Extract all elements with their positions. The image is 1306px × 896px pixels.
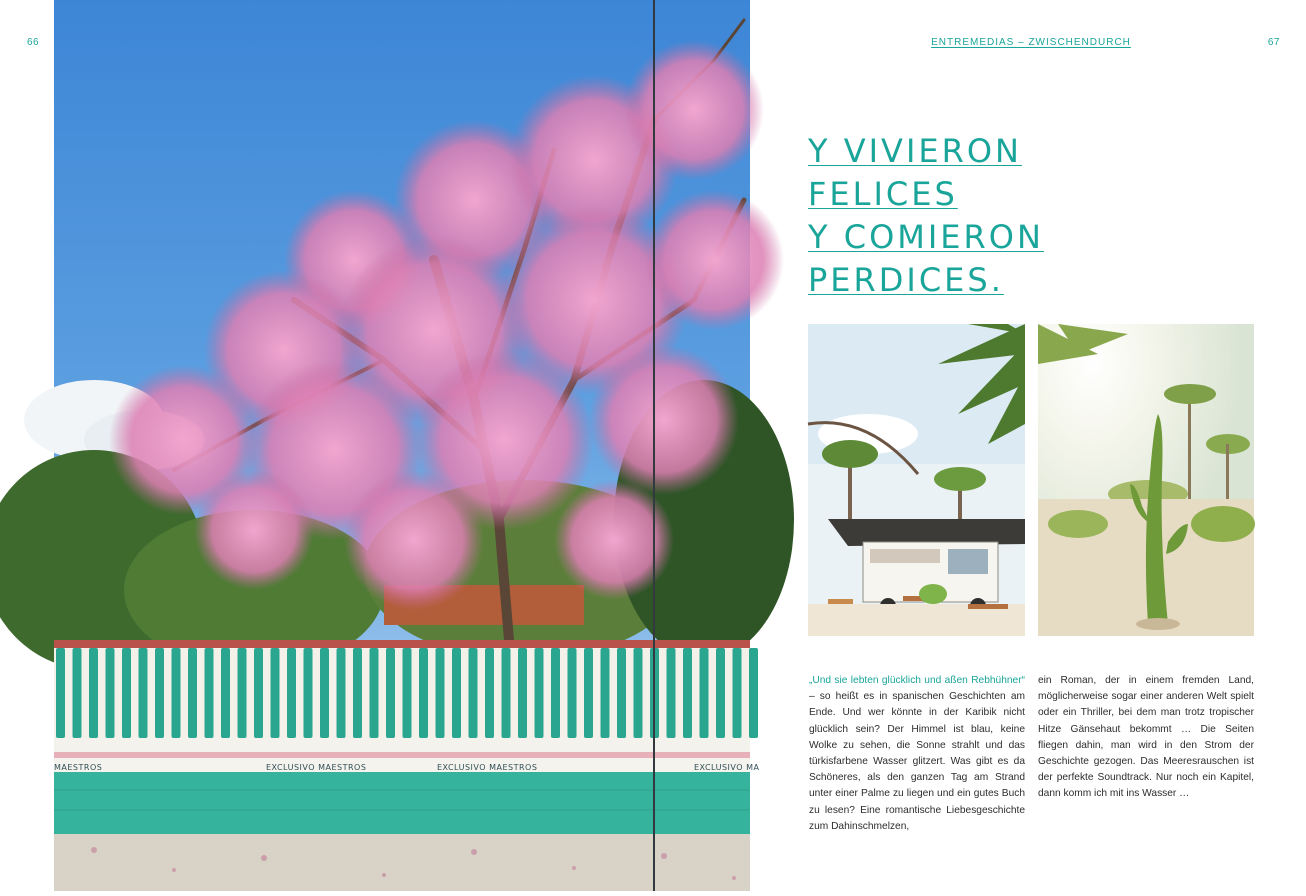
fence-bar — [436, 648, 445, 738]
fence-bar — [733, 648, 742, 738]
fence-bar — [73, 648, 82, 738]
fence-bar — [254, 648, 263, 738]
headline — [808, 130, 1268, 302]
fence-bar — [122, 648, 131, 738]
running-head: ENTREMEDIAS – ZWISCHENDURCH — [931, 37, 1131, 48]
gutter-fold-line — [653, 0, 655, 891]
fence-bar — [749, 648, 758, 738]
body-column-1 — [809, 673, 1025, 835]
fence-bar — [683, 648, 692, 738]
wall-lettering: EXCLUSIVO MA — [694, 763, 760, 772]
photo-cactus-palms — [1038, 324, 1254, 636]
cactus-illustration — [1038, 324, 1254, 636]
fence-bar — [634, 648, 643, 738]
wall-lettering: EXCLUSIVO MAESTROS — [437, 763, 538, 772]
fence-bar — [617, 648, 626, 738]
fence-bar — [172, 648, 181, 738]
photo-food-truck — [808, 324, 1025, 636]
fence-bar — [518, 648, 527, 738]
fence-bar — [700, 648, 709, 738]
wall-lettering: MAESTROS — [54, 763, 103, 772]
fence-bar — [353, 648, 362, 738]
fence-bar — [485, 648, 494, 738]
fence-bar — [386, 648, 395, 738]
headline-line: Y VIVIERON — [808, 132, 1022, 170]
fence-bar — [469, 648, 478, 738]
fence-bar — [601, 648, 610, 738]
fence-bar — [568, 648, 577, 738]
fence-bar — [551, 648, 560, 738]
fence-bar — [56, 648, 65, 738]
fence-bar — [304, 648, 313, 738]
fence-bar — [337, 648, 346, 738]
body-quote: „Und sie lebten glücklich und aßen Rebhühner“ — [809, 675, 1025, 686]
fence-bar — [320, 648, 329, 738]
fence-bar — [370, 648, 379, 738]
food-truck-illustration — [808, 324, 1025, 636]
fence-bar — [403, 648, 412, 738]
fence-bar — [716, 648, 725, 738]
body-column-2: ein Roman, der in einem fremden Land, möglicherweise sogar einer anderen Welt spielt oder ein Thriller, bei dem man trotz tropischer Hitze Gänsehaut bekommt … Die Seiten fliegen dahin, man wird in den Strom der Geschichte gezogen. Das Meeresrauschen ist der perfekte Soundtrack. Nur noch ein Kapitel, dann komm ich mit ins Wasser … — [1038, 675, 1254, 800]
hero-photo-flowering-tree — [54, 0, 760, 891]
fence-bar — [287, 648, 296, 738]
body-text: – so heißt es in spanischen Geschichten am Ende. Und wer könnte in der Karibik nicht glücklich sein? Der Himmel ist blau, keine Wolke zu sehen, die Sonne strahlt und das türkisfarbene Wasser glitzert. Was gibt es da Schöneres, als den ganzen Tag am Strand unter einer Palme zu liegen und ein gutes Buch zu lesen? Eine romantische Liebesgeschichte zum Dahinschmelzen, — [809, 691, 1025, 832]
wall-lettering: EXCLUSIVO MAESTROS — [266, 763, 367, 772]
fence-bar — [89, 648, 98, 738]
page-number-right: 67 — [1267, 37, 1280, 48]
fence-bar — [502, 648, 511, 738]
headline-line: PERDICES. — [808, 261, 1004, 299]
fence-bar — [535, 648, 544, 738]
fence-bar — [584, 648, 593, 738]
fence-bar — [221, 648, 230, 738]
fence-bar — [155, 648, 164, 738]
headline-line: Y COMIERON — [808, 218, 1044, 256]
fence-bar — [419, 648, 428, 738]
fence-bar — [667, 648, 676, 738]
fence-bar — [271, 648, 280, 738]
hero-photo-illustration — [54, 0, 760, 891]
fence-bar — [238, 648, 247, 738]
fence-bar — [205, 648, 214, 738]
fence-bar — [106, 648, 115, 738]
page-number-left: 66 — [27, 37, 40, 48]
fence-bar — [139, 648, 148, 738]
fence-bar — [188, 648, 197, 738]
headline-line: FELICES — [808, 175, 958, 213]
fence-bar — [452, 648, 461, 738]
